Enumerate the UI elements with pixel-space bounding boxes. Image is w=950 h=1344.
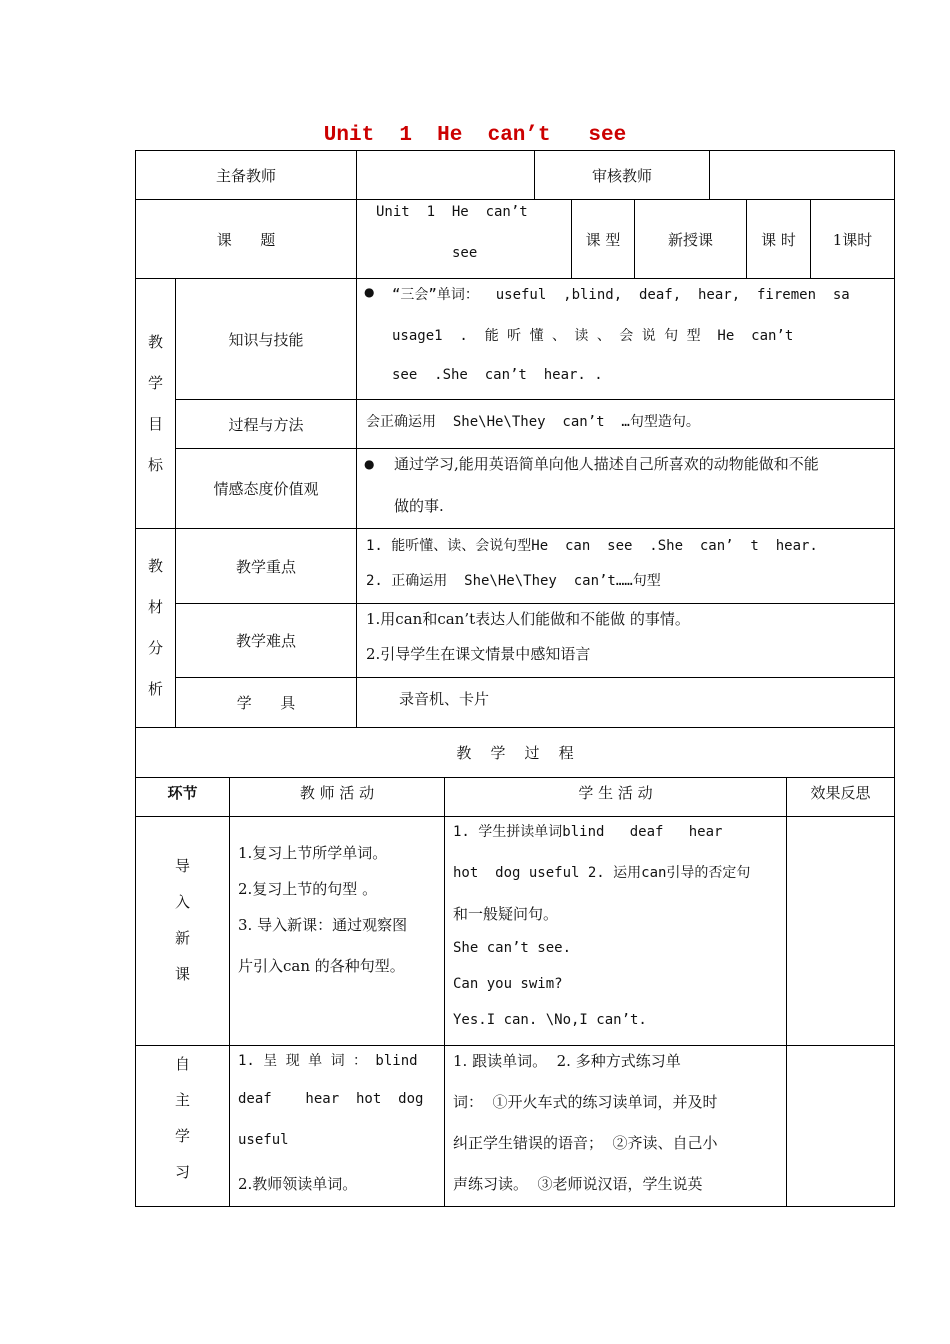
student-activity-line: 词： ①开火车式的练习读单词，并及时 [453,1093,718,1111]
student-activity-line: 1. 学生拼读单词blind deaf hear [453,824,723,840]
student-activity-line: 纠正学生错误的语音； ②齐读、自己小 [453,1134,718,1152]
student-activity-line: Yes.I can. \No,I can’t. [453,1012,647,1028]
difficulty-label: 教学难点 [235,632,296,650]
student-activity-line: 和一般疑问句。 [453,905,559,923]
periods-value: 1课时 [832,230,873,249]
teacher-activity-line: 2.教师领读单词。 [238,1175,358,1193]
student-activity-line: 1. 跟读单词。 2. 多种方式练习单 [453,1052,681,1070]
prep-teacher-label: 主备教师 [215,166,276,185]
tools-label: 学 具 [236,694,296,712]
emotion-line: 通过学习,能用英语简单向他人描述自己所喜欢的动物能做和不能 [394,455,819,473]
teacher-activity-line: 2.复习上节的句型 。 [238,880,378,898]
emotion-label: 情感态度价值观 [213,480,319,498]
column-header-student: 学 生 活 动 [578,783,653,802]
process-method-text: 会正确运用 She\He\They can’t …句型造句。 [366,414,700,430]
teacher-activity-line: 1.复习上节所学单词。 [238,844,388,862]
reflection-cell[interactable] [787,1046,894,1206]
key-point-line: 1. 能听懂、读、会说句型He can see .She can’ t hear. [366,538,818,554]
review-teacher-label: 审核教师 [591,166,652,185]
process-heading: 教 学 过 程 [456,744,574,762]
process-method-label: 过程与方法 [228,415,304,434]
lesson-type-label: 课 型 [585,230,621,249]
document-title: Unit 1 He can’t see [323,124,627,147]
stage-label: 导 入 新 课 [174,857,190,983]
teacher-activity-line: 片引入can 的各种句型。 [238,957,405,975]
knowledge-label: 知识与技能 [228,330,304,349]
knowledge-line: usage1 . 能 听 懂 、 读 、 会 说 句 型 He can’t [392,328,794,344]
teacher-activity-line: deaf hear hot dog [238,1091,424,1107]
column-header-reflection: 效果反思 [810,783,871,802]
knowledge-line: “三会”单词： useful ,blind, deaf, hear, firemen sa [392,287,850,303]
objectives-section-label: 教 学 目 标 [147,332,163,474]
difficulty-line: 1.用can和can’t表达人们能做和不能做 的事情。 [366,610,690,628]
periods-label: 课 时 [761,230,796,249]
topic-value-line2: see [452,245,478,261]
teacher-activity-line: useful [238,1132,289,1148]
column-header-stage: 环节 [167,783,198,802]
materials-section-label: 教 材 分 析 [147,557,163,698]
emotion-line: 做的事. [394,497,444,515]
difficulty-line: 2.引导学生在课文情景中感知语言 [366,645,591,663]
stage-label: 自 主 学 习 [174,1055,190,1181]
teacher-activity-line: 1. 呈 现 单 词 ： blind [238,1053,418,1069]
topic-label: 课 题 [216,230,276,249]
reflection-cell[interactable] [787,817,894,1045]
lesson-type-value: 新授课 [667,230,713,249]
review-teacher-value[interactable] [710,151,894,199]
key-point-line: 2. 正确运用 She\He\They can’t……句型 [366,573,661,589]
student-activity-line: 声练习读。 ③老师说汉语，学生说英 [453,1175,703,1193]
teacher-activity-line: 3. 导入新课：通过观察图 [238,916,408,934]
prep-teacher-value[interactable] [357,151,534,199]
knowledge-line: see .She can’t hear. . [392,367,603,383]
tools-value: 录音机、卡片 [399,690,490,708]
key-points-label: 教学重点 [235,557,296,576]
bullet-icon: ● [364,285,375,299]
topic-value-line1: Unit 1 He can’t [376,204,528,220]
student-activity-line: Can you swim? [453,976,563,992]
column-header-teacher: 教 师 活 动 [299,783,375,802]
student-activity-line: hot dog useful 2. 运用can引导的否定句 [453,865,751,881]
student-activity-line: She can’t see. [453,940,572,956]
bullet-icon: ● [364,457,375,471]
